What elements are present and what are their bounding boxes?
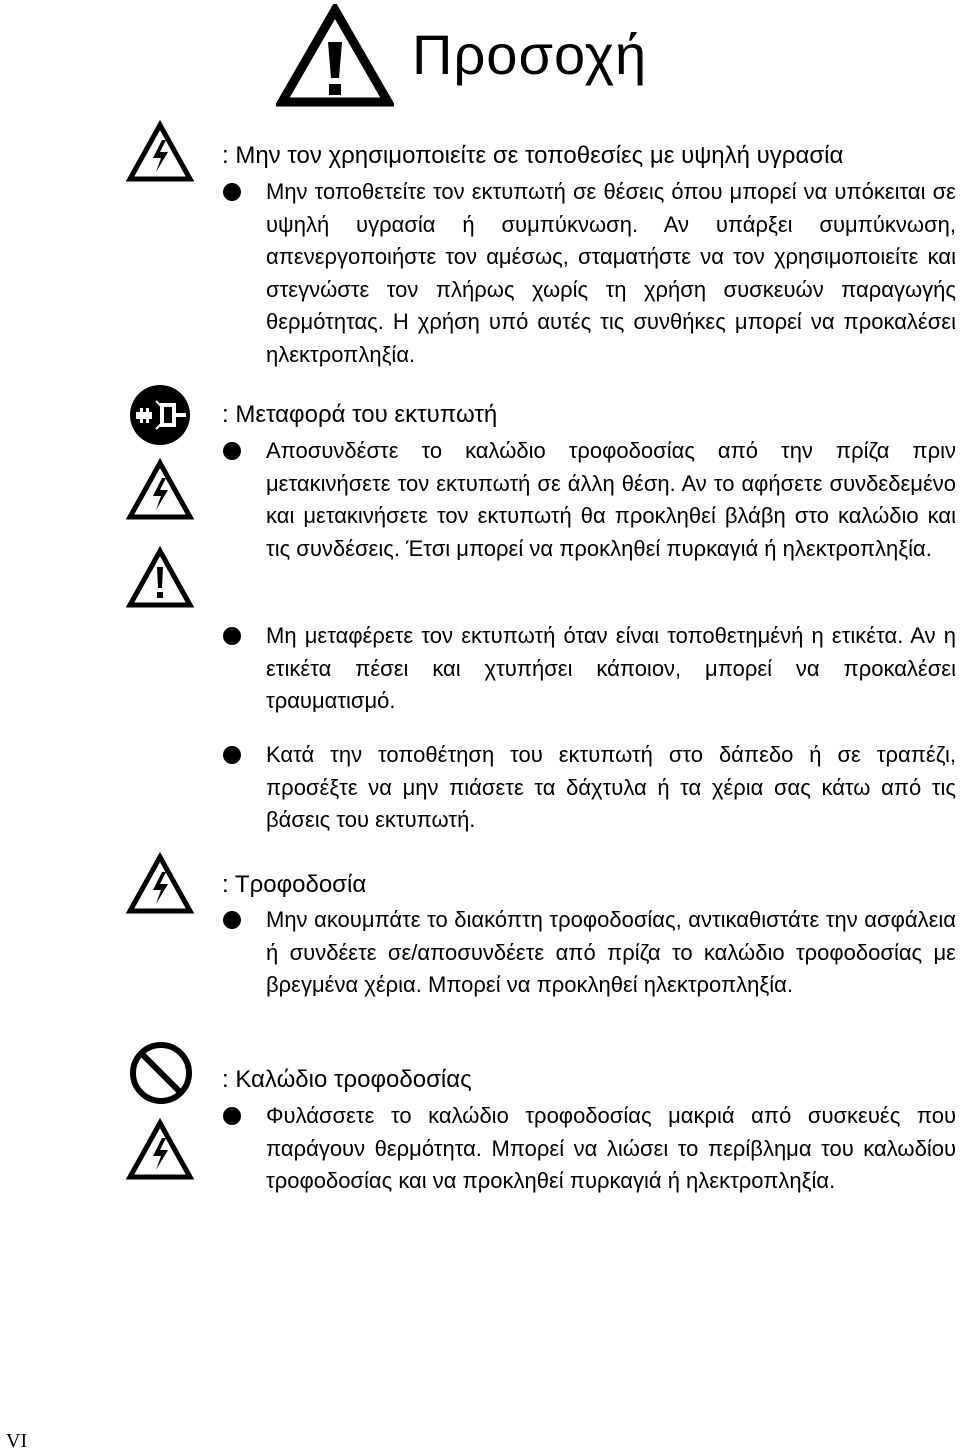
paragraph-transport-feet: Κατά την τοποθέτηση του εκτυπωτή στο δάπεδο ή σε τραπέζι, προσέξτε να μην πιάσετε τα δάχτυλα ή τα χέρια σας κάτω από τις βάσεις του εκτυπωτή. xyxy=(266,742,956,832)
page-title: Προσοχή xyxy=(412,23,648,86)
electric-shock-warning-icon xyxy=(126,458,194,522)
prohibition-icon xyxy=(128,1040,194,1106)
paragraph-humidity: Μην τοποθετείτε τον εκτυπωτή σε θέσεις όπου μπορεί να υπόκειται σε υψηλή υγρασία ή συμπύκνωση. Αν υπάρξει συμπύκνωση, απενεργοποιήστε τον αμέσως, σταματήστε να τον χρησιμοποιείτε και στεγνώστε τον πλήρως χωρίς τη χρήση συσκευών παραγωγής θερμότητας. Η χρήση υπό αυτές τις συνθήκες μπορεί να προκαλέσει ηλεκτροπληξία. xyxy=(266,179,956,367)
paragraph-power-cable: Φυλάσσετε το καλώδιο τροφοδοσίας μακριά από συσκευές που παράγουν θερμότητα. Μπορεί να λιώσει το περίβλημα του καλωδίου τροφοδοσίας και να προκληθεί πυρκαγιά ή ηλεκτροπληξία. xyxy=(266,1103,956,1193)
bullet-dot xyxy=(223,442,241,460)
bullet-dot xyxy=(223,746,241,764)
paragraph-transport-label: Μη μεταφέρετε τον εκτυπωτή όταν είναι τοποθετημένή η ετικέτα. Αν η ετικέτα πέσει και χτυπήσει κάποιον, μπορεί να προκαλέσει τραυματισμό. xyxy=(266,623,956,713)
general-warning-icon xyxy=(126,546,194,610)
electric-shock-warning-icon xyxy=(126,120,194,184)
paragraph-power: Μην ακουμπάτε το διακόπτη τροφοδοσίας, αντικαθιστάτε την ασφάλεια ή συνδέετε σε/αποσυνδέετε από πρίζα το καλώδιο τροφοδοσίας με βρεγμένα χέρια. Μπορεί να προκληθεί ηλεκτροπληξία. xyxy=(266,907,956,997)
section-heading-power: : Τροφοδοσία xyxy=(222,871,367,898)
section-heading-power-cable: : Καλώδιο τροφοδοσίας xyxy=(222,1066,472,1093)
bullet-dot xyxy=(223,183,241,201)
unplug-icon xyxy=(126,383,194,447)
electric-shock-warning-icon xyxy=(126,852,194,916)
bullet-dot xyxy=(223,1107,241,1125)
warning-triangle-icon xyxy=(276,4,394,108)
electric-shock-warning-icon xyxy=(126,1118,194,1182)
section-heading-transport: : Μεταφορά του εκτυπωτή xyxy=(222,401,498,428)
bullet-dot xyxy=(223,627,241,645)
section-heading-humidity: : Μην τον χρησιμοποιείτε σε τοποθεσίες με υψηλή υγρασία xyxy=(222,142,844,169)
paragraph-transport-unplug: Αποσυνδέστε το καλώδιο τροφοδοσίας από την πρίζα πριν μετακινήσετε τον εκτυπωτή σε άλλη θέση. Αν το αφήσετε συνδεδεμένο και μετακινήσετε τον εκτυπωτή θα προκληθεί βλάβη στο καλώδιο και τις συνδέσεις. Έτσι μπορεί να προκληθεί πυρκαγιά ή ηλεκτροπληξία. xyxy=(266,438,956,561)
bullet-dot xyxy=(223,911,241,929)
page-number: VI xyxy=(6,1430,28,1452)
